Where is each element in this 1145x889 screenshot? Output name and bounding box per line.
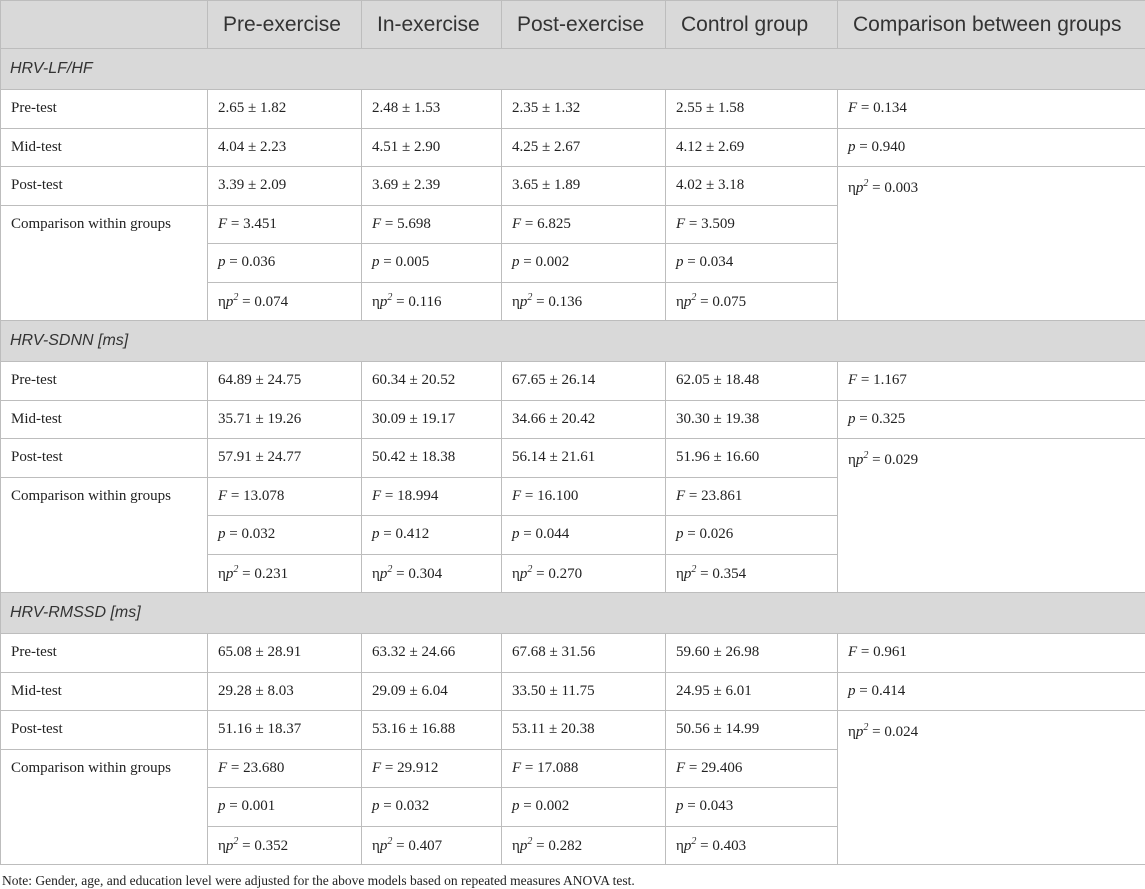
value-cell: 4.02 ± 3.18 bbox=[666, 167, 838, 206]
section-title: HRV-SDNN [ms] bbox=[1, 321, 1145, 362]
value-cell: 24.95 ± 6.01 bbox=[666, 672, 838, 711]
within-stat: F = 29.406 bbox=[666, 749, 838, 788]
row-label: Mid-test bbox=[1, 672, 208, 711]
within-stat: $\eta p^2 = 0.136$ bbox=[502, 282, 666, 321]
section-row bbox=[1, 321, 1145, 362]
within-stat-value: = 0.270 bbox=[532, 565, 583, 582]
within-stat: F = 23.680 bbox=[208, 749, 362, 788]
table-row bbox=[1, 167, 1145, 206]
between-stat-value: = 0.325 bbox=[855, 410, 906, 427]
within-stat-value: = 0.074 bbox=[238, 293, 289, 310]
row-label: Mid-test bbox=[1, 400, 208, 439]
within-stat: F = 16.100 bbox=[502, 477, 666, 516]
value-cell: 33.50 ± 11.75 bbox=[502, 672, 666, 711]
between-stat: p = 0.414 bbox=[838, 672, 1145, 711]
value-cell: 2.55 ± 1.58 bbox=[666, 90, 838, 129]
between-stat: p = 0.325 bbox=[838, 400, 1145, 439]
value-cell: 29.09 ± 6.04 bbox=[362, 672, 502, 711]
within-stat: $\eta p^2 = 0.270$ bbox=[502, 554, 666, 593]
row-label: Pre-test bbox=[1, 362, 208, 401]
within-stat-value: = 0.136 bbox=[532, 293, 583, 310]
within-stat-value: = 29.912 bbox=[381, 759, 439, 776]
between-stat: F = 1.167 bbox=[838, 362, 1145, 401]
within-stat: F = 17.088 bbox=[502, 749, 666, 788]
header-row bbox=[1, 1, 1145, 49]
value-cell: 57.91 ± 24.77 bbox=[208, 439, 362, 478]
within-stat-value: = 5.698 bbox=[381, 215, 431, 232]
value-cell: 35.71 ± 19.26 bbox=[208, 400, 362, 439]
within-stat-value: = 0.407 bbox=[392, 837, 443, 854]
within-stat-value: = 0.005 bbox=[379, 254, 430, 271]
within-stat-value: = 0.001 bbox=[225, 798, 276, 815]
section-row bbox=[1, 593, 1145, 634]
within-stat: F = 6.825 bbox=[502, 205, 666, 244]
within-stat-value: = 0.044 bbox=[519, 526, 570, 543]
within-stat: $\eta p^2 = 0.403$ bbox=[666, 826, 838, 865]
value-cell: 56.14 ± 21.61 bbox=[502, 439, 666, 478]
within-stat: p = 0.032 bbox=[208, 516, 362, 555]
table-note: Note: Gender, age, and education level were adjusted for the above models based on repeated measures ANOVA test. bbox=[2, 873, 635, 888]
within-stat-value: = 6.825 bbox=[521, 215, 571, 232]
value-cell: 2.65 ± 1.82 bbox=[208, 90, 362, 129]
table-row bbox=[1, 711, 1145, 750]
value-cell: 3.69 ± 2.39 bbox=[362, 167, 502, 206]
header-control-group: Control group bbox=[666, 1, 838, 49]
header-post-exercise: Post-exercise bbox=[502, 1, 666, 49]
table-row bbox=[1, 362, 1145, 401]
between-stat: $\eta p^2 = 0.024$ bbox=[838, 711, 1145, 865]
within-stat: F = 29.912 bbox=[362, 749, 502, 788]
header-pre-exercise: Pre-exercise bbox=[208, 1, 362, 49]
within-stat: p = 0.034 bbox=[666, 244, 838, 283]
within-stat: p = 0.026 bbox=[666, 516, 838, 555]
within-stat: F = 3.451 bbox=[208, 205, 362, 244]
row-label: Mid-test bbox=[1, 128, 208, 167]
within-stat: F = 13.078 bbox=[208, 477, 362, 516]
within-stat: p = 0.412 bbox=[362, 516, 502, 555]
within-stat: $\eta p^2 = 0.231$ bbox=[208, 554, 362, 593]
within-stat: $\eta p^2 = 0.304$ bbox=[362, 554, 502, 593]
within-stat-value: = 0.403 bbox=[696, 837, 747, 854]
within-stat: p = 0.032 bbox=[362, 788, 502, 827]
table-row bbox=[1, 634, 1145, 673]
value-cell: 63.32 ± 24.66 bbox=[362, 634, 502, 673]
value-cell: 53.11 ± 20.38 bbox=[502, 711, 666, 750]
between-stat: $\eta p^2 = 0.003$ bbox=[838, 167, 1145, 321]
within-stat-value: = 17.088 bbox=[521, 759, 579, 776]
value-cell: 3.39 ± 2.09 bbox=[208, 167, 362, 206]
value-cell: 59.60 ± 26.98 bbox=[666, 634, 838, 673]
within-stat: F = 3.509 bbox=[666, 205, 838, 244]
value-cell: 60.34 ± 20.52 bbox=[362, 362, 502, 401]
section-row bbox=[1, 49, 1145, 90]
within-stat-value: = 0.231 bbox=[238, 565, 289, 582]
between-stat: F = 0.134 bbox=[838, 90, 1145, 129]
within-stat: F = 18.994 bbox=[362, 477, 502, 516]
table-row bbox=[1, 439, 1145, 478]
value-cell: 2.48 ± 1.53 bbox=[362, 90, 502, 129]
within-stat-value: = 0.282 bbox=[532, 837, 583, 854]
section-title: HRV-RMSSD [ms] bbox=[1, 593, 1145, 634]
within-stat: $\eta p^2 = 0.407$ bbox=[362, 826, 502, 865]
within-stat-value: = 16.100 bbox=[521, 487, 579, 504]
value-cell: 53.16 ± 16.88 bbox=[362, 711, 502, 750]
value-cell: 64.89 ± 24.75 bbox=[208, 362, 362, 401]
within-stat: $\eta p^2 = 0.282$ bbox=[502, 826, 666, 865]
value-cell: 29.28 ± 8.03 bbox=[208, 672, 362, 711]
row-label: Pre-test bbox=[1, 90, 208, 129]
within-stat: $\eta p^2 = 0.075$ bbox=[666, 282, 838, 321]
within-stat-value: = 0.034 bbox=[683, 254, 734, 271]
between-stat-value: = 0.003 bbox=[868, 180, 919, 196]
within-stat-value: = 0.304 bbox=[392, 565, 443, 582]
value-cell: 51.16 ± 18.37 bbox=[208, 711, 362, 750]
within-stat: p = 0.044 bbox=[502, 516, 666, 555]
within-label: Comparison within groups bbox=[1, 749, 208, 865]
value-cell: 4.12 ± 2.69 bbox=[666, 128, 838, 167]
value-cell: 2.35 ± 1.32 bbox=[502, 90, 666, 129]
value-cell: 4.04 ± 2.23 bbox=[208, 128, 362, 167]
within-stat-value: = 0.075 bbox=[696, 293, 747, 310]
value-cell: 4.51 ± 2.90 bbox=[362, 128, 502, 167]
within-stat: p = 0.036 bbox=[208, 244, 362, 283]
within-stat-value: = 3.509 bbox=[685, 215, 735, 232]
within-stat-value: = 3.451 bbox=[227, 215, 277, 232]
within-stat-value: = 0.002 bbox=[519, 254, 570, 271]
within-stat-value: = 29.406 bbox=[685, 759, 743, 776]
value-cell: 51.96 ± 16.60 bbox=[666, 439, 838, 478]
within-stat: p = 0.001 bbox=[208, 788, 362, 827]
between-stat: $\eta p^2 = 0.029$ bbox=[838, 439, 1145, 593]
within-stat: p = 0.002 bbox=[502, 244, 666, 283]
value-cell: 3.65 ± 1.89 bbox=[502, 167, 666, 206]
between-stat-value: = 0.024 bbox=[868, 724, 919, 740]
between-stat-value: = 0.134 bbox=[857, 100, 907, 117]
within-stat-value: = 23.861 bbox=[685, 487, 743, 504]
within-stat: F = 23.861 bbox=[666, 477, 838, 516]
within-stat: F = 5.698 bbox=[362, 205, 502, 244]
table-row bbox=[1, 400, 1145, 439]
value-cell: 62.05 ± 18.48 bbox=[666, 362, 838, 401]
within-stat-value: = 0.026 bbox=[683, 526, 734, 543]
within-stat: $\eta p^2 = 0.354$ bbox=[666, 554, 838, 593]
within-stat-value: = 0.352 bbox=[238, 837, 289, 854]
within-stat: $\eta p^2 = 0.074$ bbox=[208, 282, 362, 321]
within-stat: $\eta p^2 = 0.352$ bbox=[208, 826, 362, 865]
row-label: Post-test bbox=[1, 711, 208, 750]
header-in-exercise: In-exercise bbox=[362, 1, 502, 49]
value-cell: 50.42 ± 18.38 bbox=[362, 439, 502, 478]
within-stat-value: = 0.002 bbox=[519, 798, 570, 815]
between-stat-value: = 1.167 bbox=[857, 372, 907, 389]
value-cell: 30.09 ± 19.17 bbox=[362, 400, 502, 439]
between-stat-value: = 0.414 bbox=[855, 682, 906, 699]
between-stat-value: = 0.029 bbox=[868, 452, 919, 468]
within-label: Comparison within groups bbox=[1, 205, 208, 321]
within-stat: p = 0.005 bbox=[362, 244, 502, 283]
between-stat: F = 0.961 bbox=[838, 634, 1145, 673]
section-title: HRV-LF/HF bbox=[1, 49, 1145, 90]
within-stat: $\eta p^2 = 0.116$ bbox=[362, 282, 502, 321]
within-stat-value: = 0.043 bbox=[683, 798, 734, 815]
between-stat-value: = 0.961 bbox=[857, 644, 907, 661]
table-row bbox=[1, 128, 1145, 167]
value-cell: 34.66 ± 20.42 bbox=[502, 400, 666, 439]
within-stat-value: = 18.994 bbox=[381, 487, 439, 504]
within-stat-value: = 0.032 bbox=[379, 798, 430, 815]
value-cell: 4.25 ± 2.67 bbox=[502, 128, 666, 167]
value-cell: 67.65 ± 26.14 bbox=[502, 362, 666, 401]
table-row bbox=[1, 90, 1145, 129]
within-stat: p = 0.043 bbox=[666, 788, 838, 827]
within-stat: p = 0.002 bbox=[502, 788, 666, 827]
value-cell: 67.68 ± 31.56 bbox=[502, 634, 666, 673]
within-stat-value: = 0.116 bbox=[392, 293, 442, 310]
header-blank bbox=[1, 1, 208, 49]
within-label: Comparison within groups bbox=[1, 477, 208, 593]
row-label: Post-test bbox=[1, 439, 208, 478]
within-stat-value: = 13.078 bbox=[227, 487, 285, 504]
row-label: Post-test bbox=[1, 167, 208, 206]
between-stat-value: = 0.940 bbox=[855, 138, 906, 155]
value-cell: 30.30 ± 19.38 bbox=[666, 400, 838, 439]
table-row bbox=[1, 672, 1145, 711]
within-stat-value: = 0.036 bbox=[225, 254, 276, 271]
value-cell: 50.56 ± 14.99 bbox=[666, 711, 838, 750]
header-between-groups: Comparison between groups bbox=[838, 1, 1145, 49]
value-cell: 65.08 ± 28.91 bbox=[208, 634, 362, 673]
within-stat-value: = 0.032 bbox=[225, 526, 276, 543]
between-stat: p = 0.940 bbox=[838, 128, 1145, 167]
within-stat-value: = 0.412 bbox=[379, 526, 430, 543]
within-stat-value: = 0.354 bbox=[696, 565, 747, 582]
within-stat-value: = 23.680 bbox=[227, 759, 285, 776]
row-label: Pre-test bbox=[1, 634, 208, 673]
